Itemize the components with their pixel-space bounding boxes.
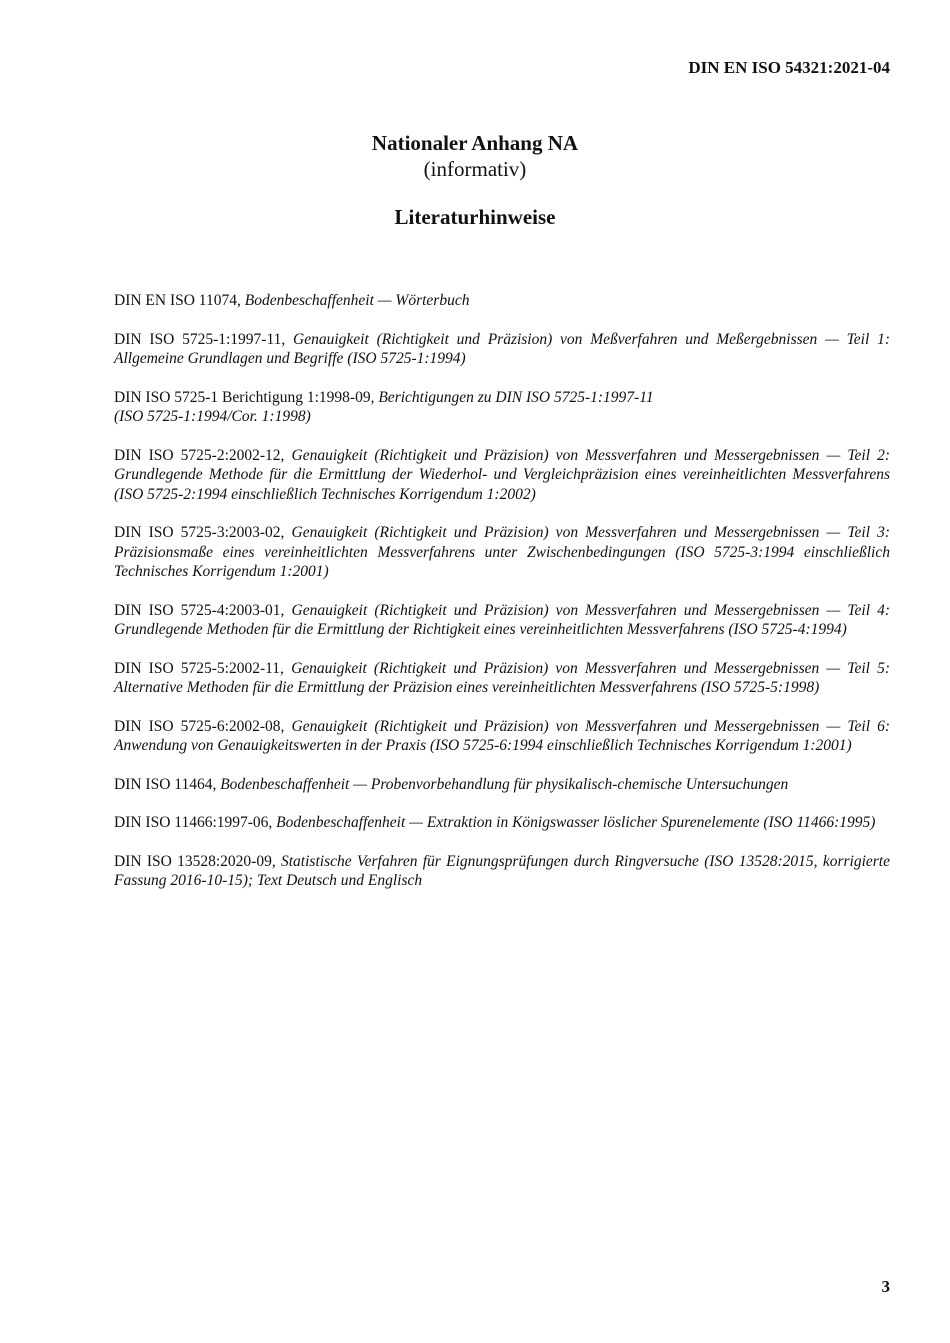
reference-number: DIN ISO 5725-2:2002-12,	[114, 446, 292, 464]
reference-number: DIN ISO 5725-1:1997-11,	[114, 330, 294, 348]
reference-item	[114, 330, 890, 369]
reference-title: Genauigkeit (Richtigkeit und Präzision) von Meßverfahren und Meßergebnissen — Teil 1: Allgemeine Grundlagen und Begriffe (ISO 5725-1:1994)	[114, 330, 890, 367]
reference-title: Genauigkeit (Richtigkeit und Präzision) von Messverfahren und Messergebnissen — Teil 2: Grundlegende Methode für die Ermittlung der Wiederhol- und Vergleichpräzision eines vereinheitlichten Messverfahrens (ISO 5725-2:1994 einschließlich Technisches Korrigendum 1:2002)	[114, 446, 890, 503]
reference-item	[114, 291, 890, 311]
reference-title: Genauigkeit (Richtigkeit und Präzision) von Messverfahren und Messergebnissen — Teil 4: Grundlegende Methoden für die Ermittlung der Richtigkeit eines vereinheitlichten Messverfahrens (ISO 5725-4:1994)	[114, 601, 890, 638]
reference-title: Bodenbeschaffenheit — Probenvorbehandlung für physikalisch-chemische Untersuchungen	[220, 775, 789, 793]
reference-number: DIN ISO 11466:1997-06,	[114, 814, 277, 831]
reference-number: DIN ISO 11464,	[114, 775, 221, 793]
reference-item	[114, 446, 890, 505]
annex-subtitle: (informativ)	[423, 157, 527, 181]
reference-number: DIN ISO 5725-3:2003-02,	[114, 524, 292, 541]
annex-title: Nationaler Anhang NA	[371, 131, 579, 155]
reference-title: Bodenbeschaffenheit — Extraktion in Königswasser löslicher Spurenelemente (ISO 11466:1995)	[276, 814, 876, 831]
reference-item	[114, 523, 890, 582]
reference-title: Genauigkeit (Richtigkeit und Präzision) von Messverfahren und Messergebnissen — Teil 3: Präzisionsmaße eines vereinheitlichten Messverfahrens unter Zwischenbedingungen (ISO 5725-3:1994 einschließlich Technisches Korrigendum 1:2001)	[114, 524, 890, 580]
reference-number: DIN ISO 13528:2020-09,	[114, 852, 281, 870]
reference-item	[114, 717, 890, 756]
page-number: 3	[881, 1277, 890, 1296]
reference-item	[114, 659, 890, 698]
document-id: DIN EN ISO 54321:2021-04	[688, 58, 890, 77]
reference-title: Genauigkeit (Richtigkeit und Präzision) von Messverfahren und Messergebnissen — Teil 6: Anwendung von Genauigkeitswerten in der Praxis (ISO 5725-6:1994 einschließlich Technisches Korrigendum 1:2001)	[114, 717, 890, 754]
reference-item	[114, 775, 890, 795]
reference-title: Statistische Verfahren für Eignungsprüfungen durch Ringversuche (ISO 13528:2015, korrigierte Fassung 2016-10-15); Text Deutsch und Englisch	[114, 852, 890, 889]
reference-number: DIN ISO 5725-5:2002-11,	[114, 659, 292, 677]
annex-heading	[0, 130, 950, 230]
reference-number: DIN EN ISO 11074,	[114, 292, 245, 309]
reference-number: DIN ISO 5725-1 Berichtigung 1:1998-09,	[114, 388, 379, 406]
reference-item	[114, 601, 890, 640]
reference-item	[114, 813, 890, 833]
reference-title: Genauigkeit (Richtigkeit und Präzision) von Messverfahren und Messergebnissen — Teil 5: Alternative Methoden für die Ermittlung der Präzision eines vereinheitlichten Messverfahrens (ISO 5725-5:1998)	[114, 659, 890, 696]
reference-title: Bodenbeschaffenheit — Wörterbuch	[244, 292, 470, 309]
reference-title-continuation: (ISO 5725-1:1994/Cor. 1:1998)	[114, 408, 311, 425]
reference-number: DIN ISO 5725-6:2002-08,	[114, 717, 292, 735]
reference-list	[114, 291, 890, 910]
reference-item	[114, 388, 890, 427]
reference-item	[114, 852, 890, 891]
section-title: Literaturhinweise	[394, 205, 556, 229]
reference-title: Berichtigungen zu DIN ISO 5725-1:1997-11	[378, 388, 654, 406]
reference-number: DIN ISO 5725-4:2003-01,	[114, 601, 292, 619]
